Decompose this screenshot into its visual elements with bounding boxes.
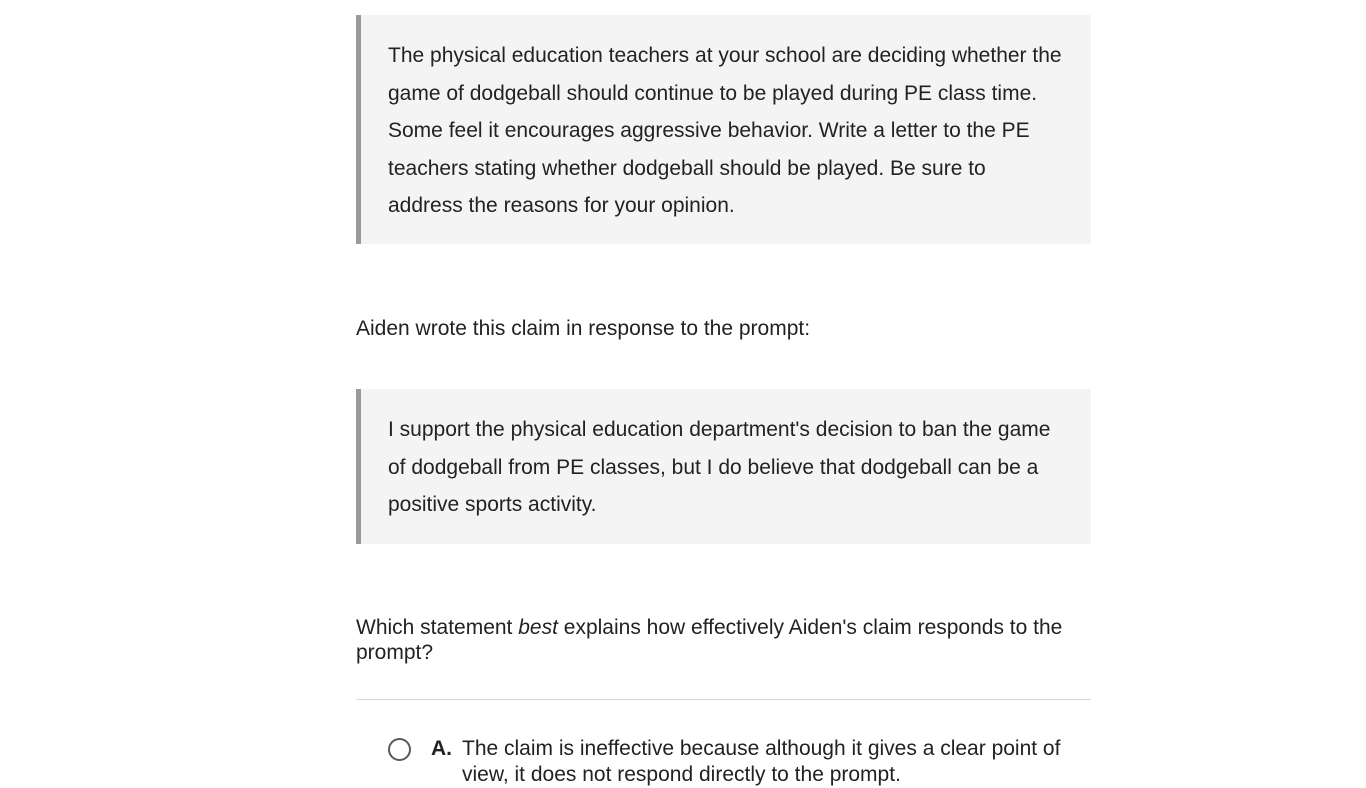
question-stem-emphasis: best — [518, 616, 558, 639]
divider — [356, 699, 1091, 700]
claim-blockquote — [356, 389, 1091, 544]
answer-choice-a[interactable] — [388, 736, 1091, 788]
claim-text: I support the physical education department's decision to ban the game of dodgeball from PE classes, but I do believe that dodgeball can be a positive sports activity. — [388, 418, 1051, 516]
choice-letter-a: A. — [431, 737, 452, 760]
question-stem-after: explains how effectively Aiden's claim responds to the prompt? — [356, 616, 1063, 664]
radio-button-a[interactable] — [388, 738, 411, 761]
prompt-blockquote — [356, 15, 1091, 244]
claim-intro-text: Aiden wrote this claim in response to the prompt: — [356, 317, 811, 340]
question-stem-before: Which statement — [356, 616, 519, 639]
prompt-text: The physical education teachers at your school are deciding whether the game of dodgeball should continue to be played during PE class time. Some feel it encourages aggressive behavior. Write a letter to the PE teachers stating whether dodgeball should be played. Be sure to address the reasons for your opinion. — [388, 44, 1062, 217]
question-stem — [356, 615, 1091, 665]
choice-text-a: The claim is ineffective because although it gives a clear point of view, it does not respond directly to the prompt. — [462, 737, 1061, 786]
